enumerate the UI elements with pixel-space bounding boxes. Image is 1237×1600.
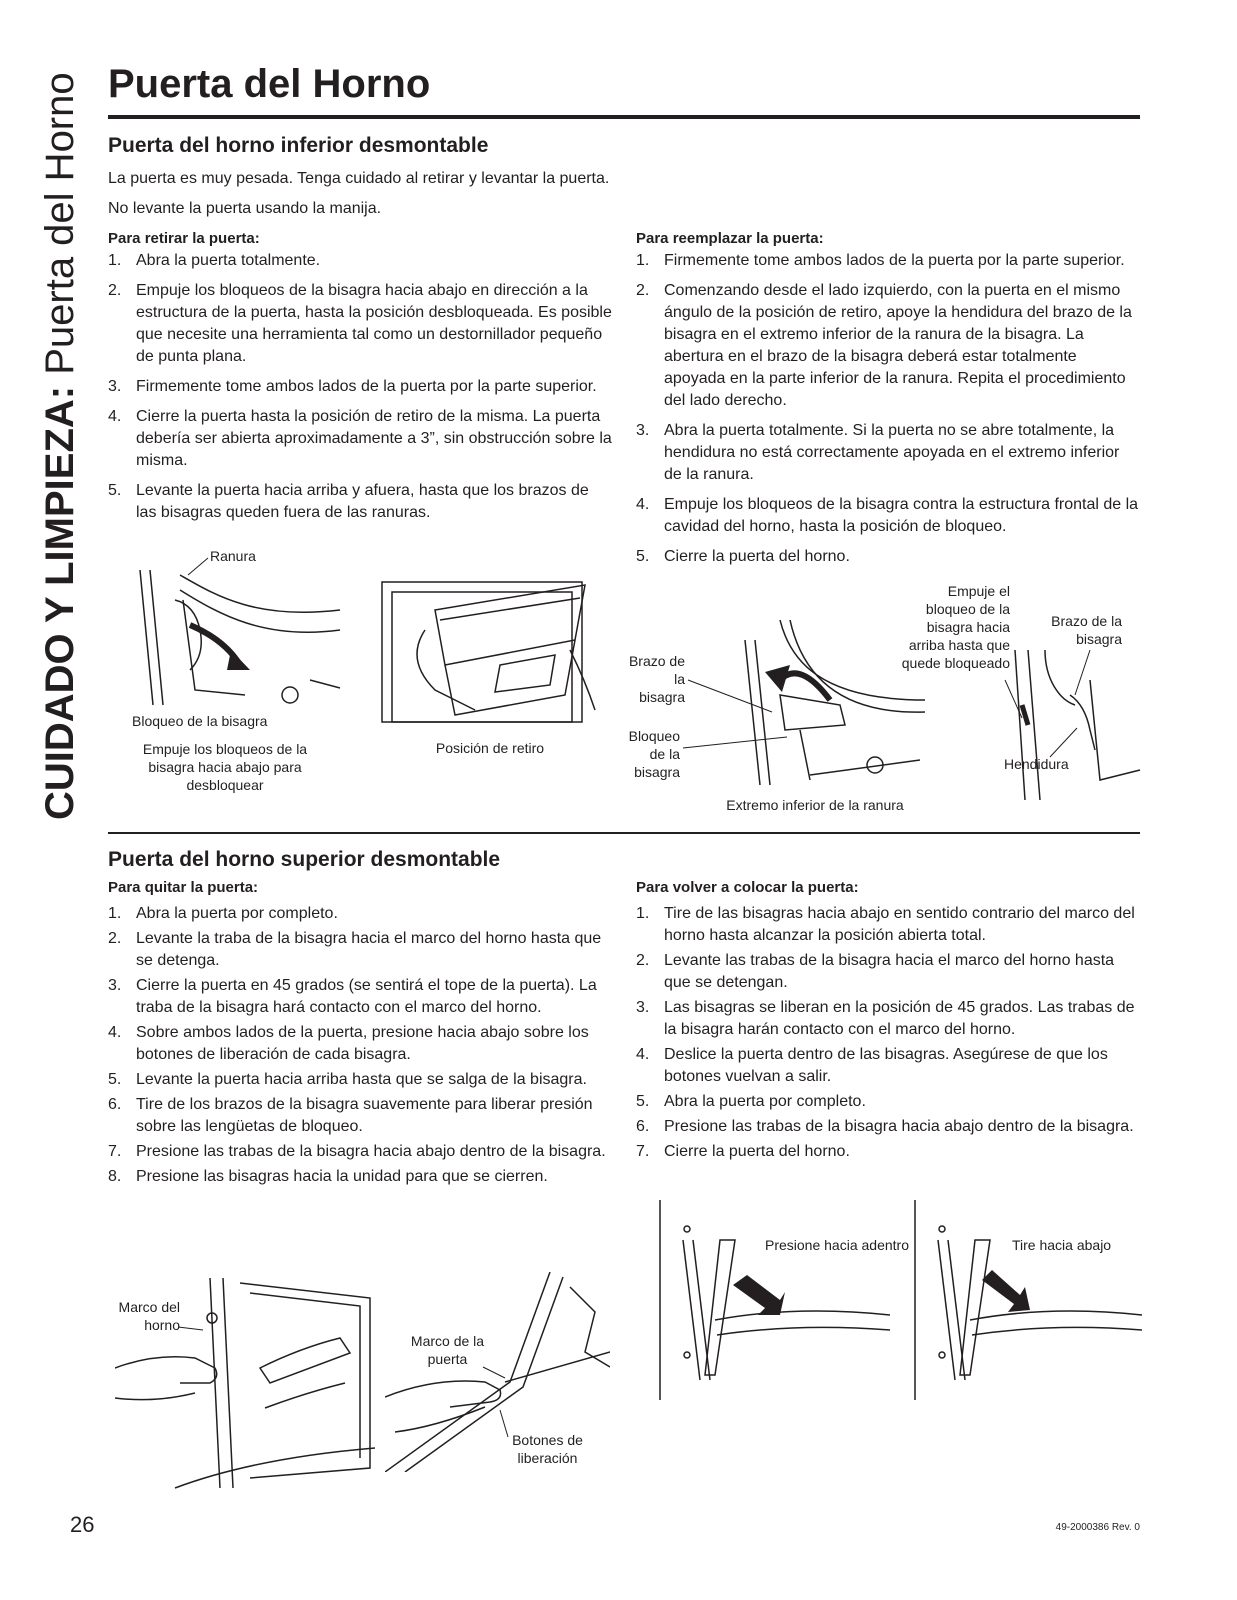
list-item: 5. Cierre la puerta del horno. xyxy=(636,548,850,565)
label-ranura: Ranura xyxy=(210,548,256,564)
list-item: 1. Firmemente tome ambos lados de la puerta por la parte superior. xyxy=(636,252,1125,269)
list-item: 2. Levante la traba de la bisagra hacia el marco del horno hasta que se detenga. xyxy=(108,930,602,969)
list-item: 6. Tire de los brazos de la bisagra suavemente para liberar presión sobre las lengüetas de bloqueo. xyxy=(108,1096,593,1135)
label-bloqueo-bisagra: Bloqueo de la bisagra xyxy=(132,713,268,729)
list-item: 7. Cierre la puerta del horno. xyxy=(636,1143,850,1160)
hinge-arm-illustration xyxy=(690,620,925,790)
lower-intro-2: No levante la puerta usando la manija. xyxy=(108,200,382,217)
list-item: 6. Presione las trabas de la bisagra hacia abajo dentro de la bisagra. xyxy=(636,1118,1134,1135)
side-tab-light: Puerta del Horno xyxy=(38,72,82,386)
list-item: 7. Presione las trabas de la bisagra hacia abajo dentro de la bisagra. xyxy=(108,1143,606,1160)
list-item: 4. Empuje los bloqueos de la bisagra contra la estructura frontal de la cavidad del horno, hasta la posición de bloqueo. xyxy=(636,496,1139,535)
lower-replace-list xyxy=(636,250,1141,568)
list-item: 5. Abra la puerta por completo. xyxy=(636,1093,866,1110)
lower-remove-list xyxy=(108,250,613,524)
upper-replace-list xyxy=(636,903,1141,1163)
list-item: 1. Abra la puerta totalmente. xyxy=(108,252,321,269)
list-item: 4. Cierre la puerta hasta la posición de retiro de la misma. La puerta debería ser abierta aproximadamente a 3”, sin obstrucción sobre la misma. xyxy=(108,408,612,469)
label-tire-abajo: Tire hacia abajo xyxy=(1012,1237,1112,1253)
press-hinge-illustration xyxy=(655,1200,890,1400)
lower-remove-heading: Para retirar la puerta: xyxy=(108,230,260,247)
label-presione-adentro: Presione hacia adentro xyxy=(765,1237,909,1253)
label-hendidura: Hendidura xyxy=(1004,756,1069,772)
page-number: 26 xyxy=(70,1512,95,1537)
list-item: 5. Levante la puerta hacia arriba y afuera, hasta que los brazos de las bisagras queden fuera de las ranuras. xyxy=(108,482,589,521)
lower-heading: Puerta del horno inferior desmontable xyxy=(108,134,489,157)
label-marco-puerta: Marco de la puerta xyxy=(410,1333,485,1367)
notch-illustration xyxy=(1000,630,1142,805)
upper-remove-list xyxy=(108,903,613,1188)
list-item: 2. Levante las trabas de la bisagra hacia el marco del horno hasta que se detengan. xyxy=(636,952,1115,991)
page-title: Puerta del Horno xyxy=(108,62,431,106)
caption-posicion-retiro: Posición de retiro xyxy=(435,740,545,756)
list-item: 3. Las bisagras se liberan en la posición de 45 grados. Las trabas de la bisagra harán contacto con el marco del horno. xyxy=(636,999,1135,1038)
list-item: 1. Tire de las bisagras hacia abajo en sentido contrario del marco del horno hasta alcanzar la posición abierta total. xyxy=(636,905,1135,944)
list-item: 8. Presione las bisagras hacia la unidad para que se cierren. xyxy=(108,1168,548,1185)
doc-code: 49-2000386 Rev. 0 xyxy=(1055,1522,1140,1533)
list-item: 5. Levante la puerta hacia arriba hasta que se salga de la bisagra. xyxy=(108,1071,587,1088)
removal-position-illustration xyxy=(380,580,600,725)
list-item: 3. Firmemente tome ambos lados de la puerta por la parte superior. xyxy=(108,378,597,395)
upper-replace-heading: Para volver a colocar la puerta: xyxy=(636,879,859,896)
list-item: 2. Empuje los bloqueos de la bisagra hacia abajo en dirección a la estructura de la puerta, hasta la posición desbloqueada. Es posible que necesite una herramienta tal como un destornillador pequeño de punta plana. xyxy=(108,282,612,365)
hinge-lock-illustration xyxy=(135,570,345,710)
side-tab-bold: CUIDADO Y LIMPIEZA: xyxy=(38,385,82,820)
list-item: 4. Deslice la puerta dentro de las bisagras. Asegúrese de que los botones vuelvan a salir. xyxy=(636,1046,1108,1085)
list-item: 2. Comenzando desde el lado izquierdo, con la puerta en el mismo ángulo de la posición de retiro, apoye la hendidura del brazo de la bisagra en el extremo inferior de la ranura de la bisagra. La abertura en el brazo de la bisagra deberá estar totalmente apoyada en la parte inferior de la ranura. Repita el procedimiento del lado derecho. xyxy=(636,282,1132,409)
lower-intro-1: La puerta es muy pesada. Tenga cuidado al retirar y levantar la puerta. xyxy=(108,170,610,187)
title-rule xyxy=(108,115,1140,119)
label-marco-horno: Marco del horno xyxy=(118,1299,180,1333)
side-tab xyxy=(30,60,90,820)
lower-replace-heading: Para reemplazar la puerta: xyxy=(636,230,824,247)
upper-heading: Puerta del horno superior desmontable xyxy=(108,848,501,871)
label-brazo-bisagra-left: Brazo de la bisagra xyxy=(628,653,685,705)
label-extremo-ranura: Extremo inferior de la ranura xyxy=(726,797,904,813)
label-brazo-bisagra-right: Brazo de la bisagra xyxy=(1051,613,1122,647)
section-divider xyxy=(108,832,1140,834)
list-item: 3. Abra la puerta totalmente. Si la puerta no se abre totalmente, la hendidura no está correctamente apoyada en el extremo inferior de la ranura. xyxy=(636,422,1120,483)
pull-hinge-illustration xyxy=(910,1200,1142,1400)
list-item: 3. Cierre la puerta en 45 grados (se sentirá el tope de la puerta). La traba de la bisagra hará contacto con el marco del horno. xyxy=(108,977,597,1016)
label-bloqueo-bisagra-2: Bloqueo de la bisagra xyxy=(628,728,680,780)
upper-remove-heading: Para quitar la puerta: xyxy=(108,879,259,896)
list-item: 1. Abra la puerta por completo. xyxy=(108,905,338,922)
label-empuje-arriba: Empuje el bloqueo de la bisagra hacia arriba hasta que quede bloqueado xyxy=(901,583,1010,671)
label-botones-liberacion: Botones de liberación xyxy=(512,1432,583,1466)
list-item: 4. Sobre ambos lados de la puerta, presione hacia abajo sobre los botones de liberación de cada bisagra. xyxy=(108,1024,589,1063)
caption-empuje-abajo: Empuje los bloqueos de la bisagra hacia abajo para desbloquear xyxy=(142,741,308,793)
